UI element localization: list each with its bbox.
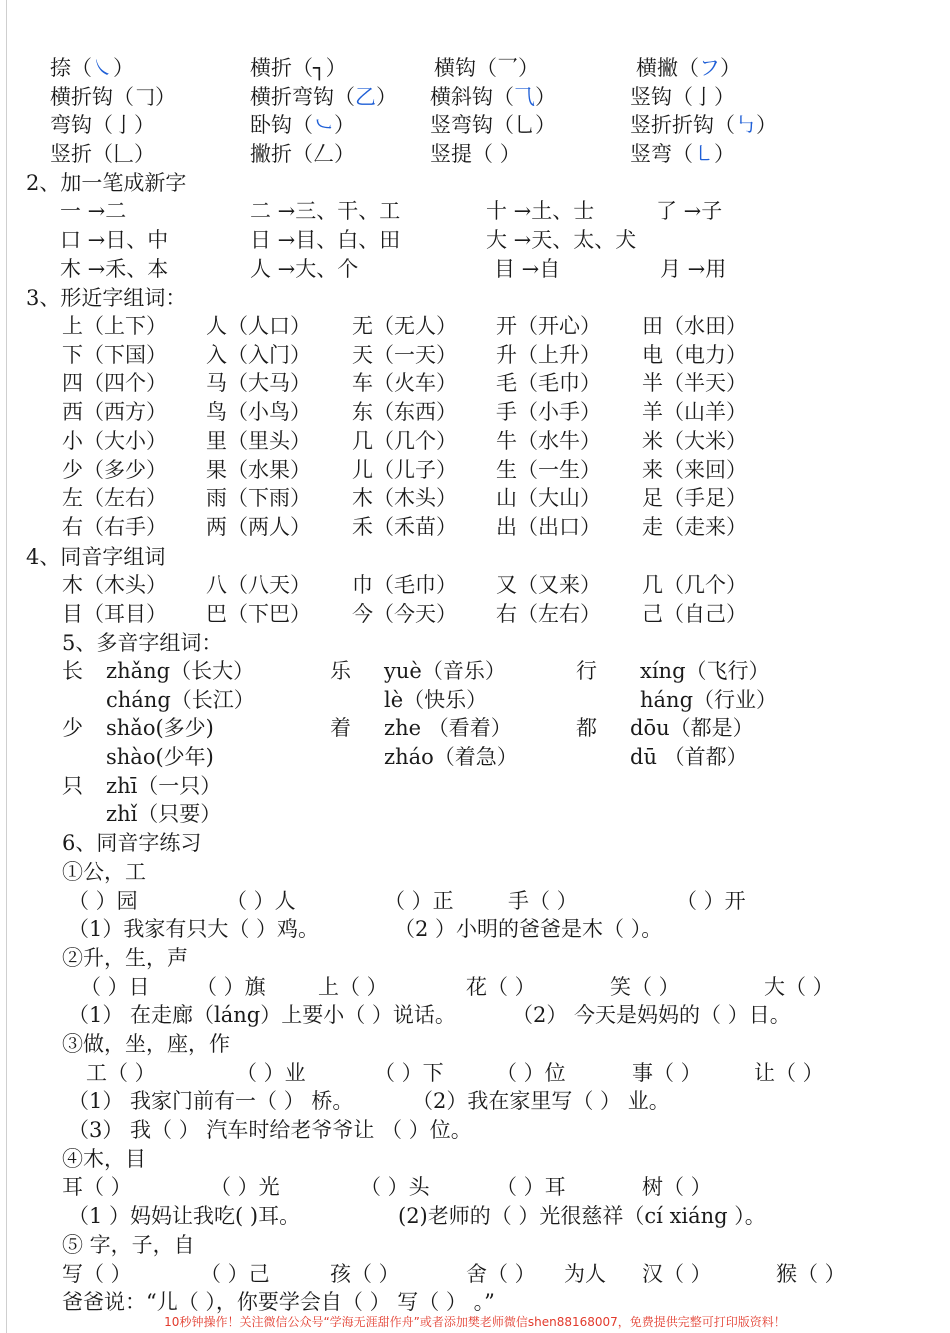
fill-sentence: （2 ）小明的爸爸是木（ ）。 — [394, 917, 663, 941]
word-group-item: 羊（山羊） — [642, 400, 747, 425]
stroke-item: 竖折折钩（㇉） — [630, 113, 777, 137]
blank-word: （ ）头 — [360, 1175, 430, 1199]
word-group-item: 果（水果） — [206, 457, 311, 482]
blank-word: （ ）旗 — [196, 975, 266, 999]
blank-word: （ ）己 — [200, 1262, 270, 1286]
word-group-item: 木（木头） — [62, 573, 167, 597]
blank-word: （ ）耳 — [496, 1175, 566, 1199]
word-group-item: 己（自己） — [642, 601, 747, 626]
polyphone-reading: shào(少年) — [106, 745, 214, 769]
blank-word: 为人 — [564, 1262, 606, 1286]
section-3-title: 3、形近字组词： — [26, 286, 187, 310]
fill-sentence: （1） 我家门前有一（ ） 桥。 — [68, 1089, 354, 1113]
word-group-item: 右（左右） — [496, 601, 601, 626]
word-group-item: 电（电力） — [642, 342, 747, 367]
word-group-item: 里（里头） — [206, 428, 311, 453]
fill-sentence: （2） 今天是妈妈的（ ）日。 — [512, 1003, 791, 1027]
add-stroke-item: 大 →天、太、犬 — [486, 228, 637, 252]
blank-word: 耳（ ） — [62, 1175, 132, 1199]
blank-word: （ ）日 — [80, 975, 150, 999]
word-group-item: 四（四个） — [62, 371, 167, 396]
polyphone-reading: dū （首都） — [630, 745, 748, 769]
fill-sentence: (2)老师的（ ）光很慈祥（cí xiáng ）。 — [398, 1204, 766, 1228]
blank-word: 手（ ） — [508, 889, 578, 913]
word-group-item: 升（上升） — [496, 342, 601, 367]
word-group-item: 八（八天） — [206, 573, 311, 597]
stroke-item: 横撇（フ） — [636, 56, 741, 80]
word-group-item: 鸟（小鸟） — [206, 400, 311, 425]
blank-word: 孩（ ） — [330, 1262, 400, 1286]
word-group-item: 雨（下雨） — [206, 486, 311, 511]
word-group-item: 米（大米） — [642, 428, 747, 453]
fill-sentence: （3） 我（ ） 汽车时给老爷爷让 （ ）位。 — [68, 1118, 472, 1142]
word-group-item: 今（今天） — [352, 601, 457, 626]
word-group-item: 人（人口） — [206, 314, 311, 338]
word-group-item: 少（多少） — [62, 457, 167, 482]
stroke-item: 卧钩（㇃） — [250, 113, 355, 137]
blank-word: 舍（ ） — [466, 1262, 536, 1286]
polyphone-reading: zhe （看着） — [384, 716, 512, 740]
word-group-item: 来（来回） — [642, 457, 747, 482]
word-group-item: 出（出口） — [496, 514, 601, 539]
add-stroke-item: 人 →大、个 — [250, 257, 359, 281]
word-group-item: 田（水田） — [642, 314, 747, 338]
polyphone-reading: zháo（着急） — [384, 745, 518, 769]
word-group-item: 巾（毛巾） — [352, 573, 457, 597]
polyphone-reading: yuè（音乐） — [384, 659, 506, 683]
word-group-item: 开（开心） — [496, 314, 601, 338]
word-group-item: 两（两人） — [206, 514, 311, 539]
blank-word: 猴（ ） — [776, 1262, 846, 1286]
word-group-item: 禾（禾苗） — [352, 514, 457, 539]
polyphone-char: 少 — [62, 716, 83, 740]
blank-word: （ ）下 — [374, 1061, 444, 1085]
add-stroke-item: 目 →自 — [494, 257, 561, 281]
word-group-item: 上（上下） — [62, 314, 167, 338]
blank-word: 工（ ） — [86, 1061, 156, 1085]
stroke-item: 捺（㇏） — [50, 56, 134, 80]
polyphone-reading: zhǎng（长大） — [106, 659, 255, 683]
add-stroke-item: 口 →日、中 — [60, 228, 169, 252]
add-stroke-item: 二 →三、干、工 — [250, 199, 401, 223]
word-group-item: 足（手足） — [642, 486, 747, 511]
word-group-item: 手（小手） — [496, 400, 601, 425]
stroke-item: 横折钩（𠃌） — [50, 85, 176, 109]
word-group-item: 东（东西） — [352, 400, 457, 425]
stroke-item: 横折（┐） — [250, 56, 347, 80]
word-group-item: 半（半天） — [642, 371, 747, 396]
word-group-item: 小（大小） — [62, 428, 167, 453]
polyphone-char: 乐 — [330, 659, 351, 683]
polyphone-reading: dōu（都是） — [630, 716, 754, 740]
stroke-item: 竖弯钩（乚） — [430, 113, 556, 137]
stroke-item: 竖提（ ） — [430, 142, 521, 166]
polyphone-reading: cháng（长江） — [106, 688, 255, 712]
polyphone-reading: zhǐ（只要） — [106, 802, 222, 826]
section-2-title: 2、加一笔成新字 — [26, 171, 187, 195]
stroke-item: 横钩（乛） — [434, 56, 539, 80]
word-group-item: 几（几个） — [642, 573, 747, 597]
blank-word: 花（ ） — [466, 975, 536, 999]
fill-sentence: （1 ）妈妈让我吃( )耳。 — [68, 1204, 301, 1228]
blank-word: 树（ ） — [642, 1175, 712, 1199]
section-6-title: 6、同音字练习 — [62, 831, 202, 855]
add-stroke-item: 十 →土、士 — [486, 199, 595, 223]
fill-sentence: （1） 在走廊（láng）上要小（ ）说话。 — [68, 1003, 456, 1027]
word-group-item: 又（又来） — [496, 573, 601, 597]
blank-word: 事（ ） — [632, 1061, 702, 1085]
word-group-item: 生（一生） — [496, 457, 601, 482]
word-group-item: 巴（下巴） — [206, 601, 311, 626]
word-group-item: 牛（水牛） — [496, 428, 601, 453]
stroke-item: 横折弯钩（乙） — [250, 85, 397, 109]
polyphone-reading: zhī（一只） — [106, 774, 222, 798]
word-group-item: 入（入门） — [206, 342, 311, 367]
word-group-item: 天（一天） — [352, 342, 457, 367]
stroke-item: 竖钩（亅） — [630, 85, 735, 109]
blank-word: 笑（ ） — [610, 975, 680, 999]
word-group-item: 目（耳目） — [62, 601, 167, 626]
word-group-item: 山（大山） — [496, 486, 601, 511]
polyphone-char: 都 — [576, 716, 597, 740]
polyphone-char: 行 — [576, 659, 597, 683]
add-stroke-item: 木 →禾、本 — [60, 257, 169, 281]
polyphone-reading: xíng（飞行） — [640, 659, 770, 683]
word-group-item: 木（木头） — [352, 486, 457, 511]
add-stroke-item: 了 →子 — [656, 199, 723, 223]
exercise-1-head: ①公，工 — [62, 860, 146, 884]
blank-word: （ ）位 — [496, 1061, 566, 1085]
polyphone-reading: shǎo(多少) — [106, 716, 214, 740]
word-group-item: 走（走来） — [642, 514, 747, 539]
word-group-item: 无（无人） — [352, 314, 457, 338]
stroke-item: 弯钩（亅） — [50, 113, 155, 137]
blank-word: （ ）人 — [226, 889, 296, 913]
blank-word: 写（ ） — [62, 1262, 132, 1286]
exercise-4-head: ④木，目 — [62, 1147, 146, 1171]
word-group-item: 几（几个） — [352, 428, 457, 453]
fill-sentence: （2）我在家里写（ ） 业。 — [412, 1089, 670, 1113]
fill-sentence: 爸爸说：“儿（ ），你要学会自（ ） 写（ ） 。” — [62, 1290, 495, 1314]
blank-word: （ ）业 — [236, 1061, 306, 1085]
word-group-item: 儿（儿子） — [352, 457, 457, 482]
word-group-item: 西（西方） — [62, 400, 167, 425]
blank-word: （ ）园 — [68, 889, 138, 913]
blank-word: （ ）正 — [384, 889, 454, 913]
polyphone-reading: lè（快乐） — [384, 688, 488, 712]
word-group-item: 毛（毛巾） — [496, 371, 601, 396]
blank-word: （ ）光 — [210, 1175, 280, 1199]
word-group-item: 下（下国） — [62, 342, 167, 367]
blank-word: 大（ ） — [764, 975, 834, 999]
footer-notice: 10秒钟操作！关注微信公众号“学海无涯甜作舟”或者添加樊老师微信shen88168007，免费提供完整可打印版资料！ — [164, 1315, 786, 1329]
add-stroke-item: 月 →用 — [660, 257, 727, 281]
exercise-5-head: ⑤ 字，子，自 — [62, 1233, 195, 1257]
page-edge-line — [6, 0, 7, 1333]
blank-word: 上（ ） — [318, 975, 388, 999]
blank-word: 汉（ ） — [642, 1262, 712, 1286]
add-stroke-item: 日 →目、白、田 — [250, 228, 401, 252]
exercise-2-head: ②升，生，声 — [62, 946, 188, 970]
polyphone-char: 长 — [62, 659, 83, 683]
polyphone-char: 只 — [62, 774, 83, 798]
stroke-item: 竖弯（㇄） — [630, 142, 735, 166]
blank-word: （ ）开 — [676, 889, 746, 913]
word-group-item: 车（火车） — [352, 371, 457, 396]
blank-word: 让（ ） — [754, 1061, 824, 1085]
fill-sentence: （1）我家有只大（ ）鸡。 — [68, 917, 320, 941]
section-4-title: 4、同音字组词 — [26, 545, 166, 569]
stroke-item: 竖折（𠃊） — [50, 142, 155, 166]
word-group-item: 马（大马） — [206, 371, 311, 396]
word-group-item: 右（右手） — [62, 514, 167, 539]
polyphone-reading: háng（行业） — [640, 688, 778, 712]
polyphone-char: 着 — [330, 716, 351, 740]
add-stroke-item: 一 →二 — [60, 199, 127, 223]
word-group-item: 左（左右） — [62, 486, 167, 511]
stroke-item: 撇折（𠃋） — [250, 142, 355, 166]
section-5-title: 5、多音字组词： — [62, 631, 223, 655]
stroke-item: 横斜钩（⺄） — [430, 85, 556, 109]
exercise-3-head: ③做，坐，座，作 — [62, 1032, 230, 1056]
